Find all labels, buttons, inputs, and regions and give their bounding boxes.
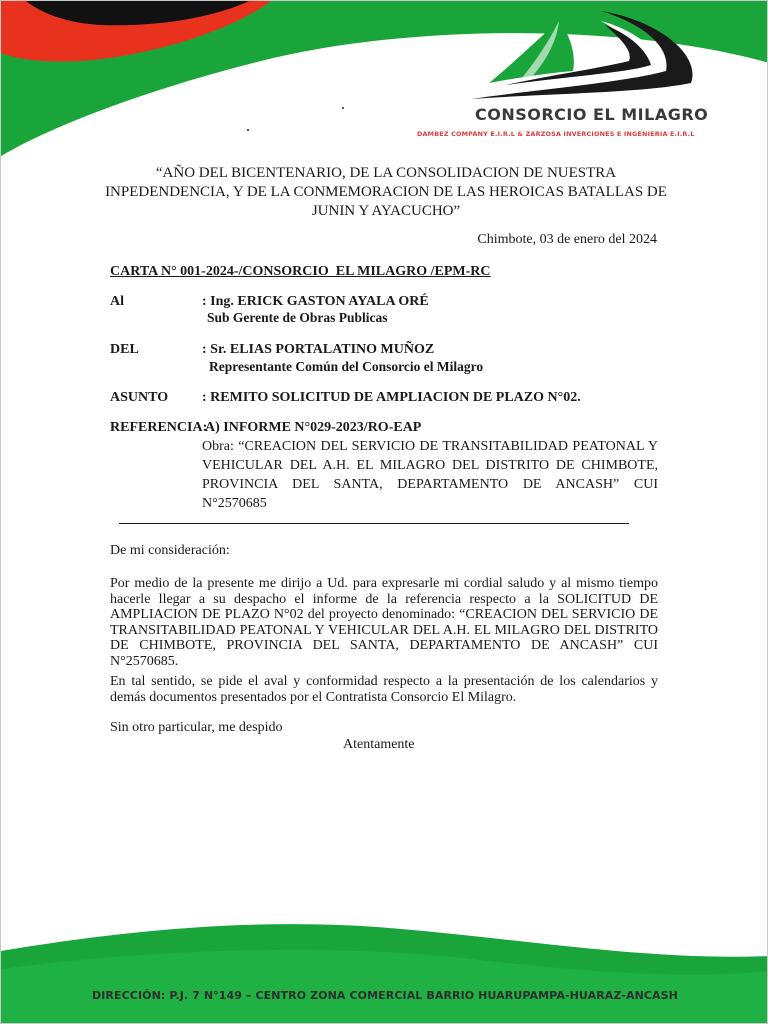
referencia-value: A) INFORME N°029-2023/RO-EAP [205,420,422,435]
footer-address: DIRECCIÓN: P.J. 7 N°149 – CENTRO ZONA COMERCIAL BARRIO HUARUPAMPA-HUARAZ-ANCASH [91,989,678,1002]
body-paragraph-1: Por medio de la presente me dirijo a Ud. para expresarle mi cordial saludo y al mismo tiempo hacerle llegar a su despacho el informe de la referencia respecto a la SOLICITUD DE AMPLIACION DE PLAZO N°02 del proyecto denominado: “CREACION DEL SERVICIO DE TRANSITABILIDAD PEATONAL Y VEHICULAR DEL A.H. EL MILAGRO DEL DISTRITO DE CHIMBOTE, PROVINCIA DEL SANTA, DEPARTAMENTO DE ANCASH” CUI N°2570685. [110,576,658,669]
letter-number: CARTA N° 001-2024-/CONSORCIO_EL MILAGRO /EPM-RC [110,264,491,279]
letter-date: Chimbote, 03 de enero del 2024 [477,232,657,247]
asunto-value: : REMITO SOLICITUD DE AMPLIACION DE PLAZO N°02. [202,390,581,405]
asunto-label: ASUNTO [110,390,169,405]
body-paragraph-2: En tal sentido, se pide el aval y conformidad respecto a la presentación de los calendarios y demás documentos presentados por el Contratista Consorcio El Milagro. [110,674,658,705]
logo-subtitle: DAMBEZ COMPANY E.I.R.L & ZARZOSA INVERCIONES E INGENIERIA E.I.R.L [417,130,695,138]
speck [342,107,344,109]
del-name: : Sr. ELIAS PORTALATINO MUÑOZ [202,342,435,357]
referencia-obra: Obra: “CREACION DEL SERVICIO DE TRANSITABILIDAD PEATONAL Y VEHICULAR DEL A.H. EL MILAGRO DEL DISTRITO DE CHIMBOTE, PROVINCIA DEL SANTA, DEPARTAMENTO DE ANCASH” CUI N°2570685 [202,439,658,511]
del-label: DEL [110,342,139,357]
logo-name: CONSORCIO EL MILAGRO [475,105,709,124]
al-role: Sub Gerente de Obras Publicas [207,310,388,325]
referencia-label: REFERENCIA: [110,420,208,435]
al-label: Al [110,294,124,309]
separator-line [119,523,629,524]
greeting: De mi consideración: [110,543,230,558]
closing: Sin otro particular, me despido [110,720,283,735]
year-motto: “AÑO DEL BICENTENARIO, DE LA CONSOLIDACION DE NUESTRA INPEDENDENCIA, Y DE LA CONMEMORACION DE LAS HEROICAS BATALLAS DE JUNIN Y AYACUCHO” [105,165,667,219]
del-role: Representante Común del Consorcio el Milagro [209,359,484,374]
regards: Atentamente [343,737,415,752]
speck [247,129,249,131]
al-name: : Ing. ERICK GASTON AYALA ORÉ [202,294,429,309]
